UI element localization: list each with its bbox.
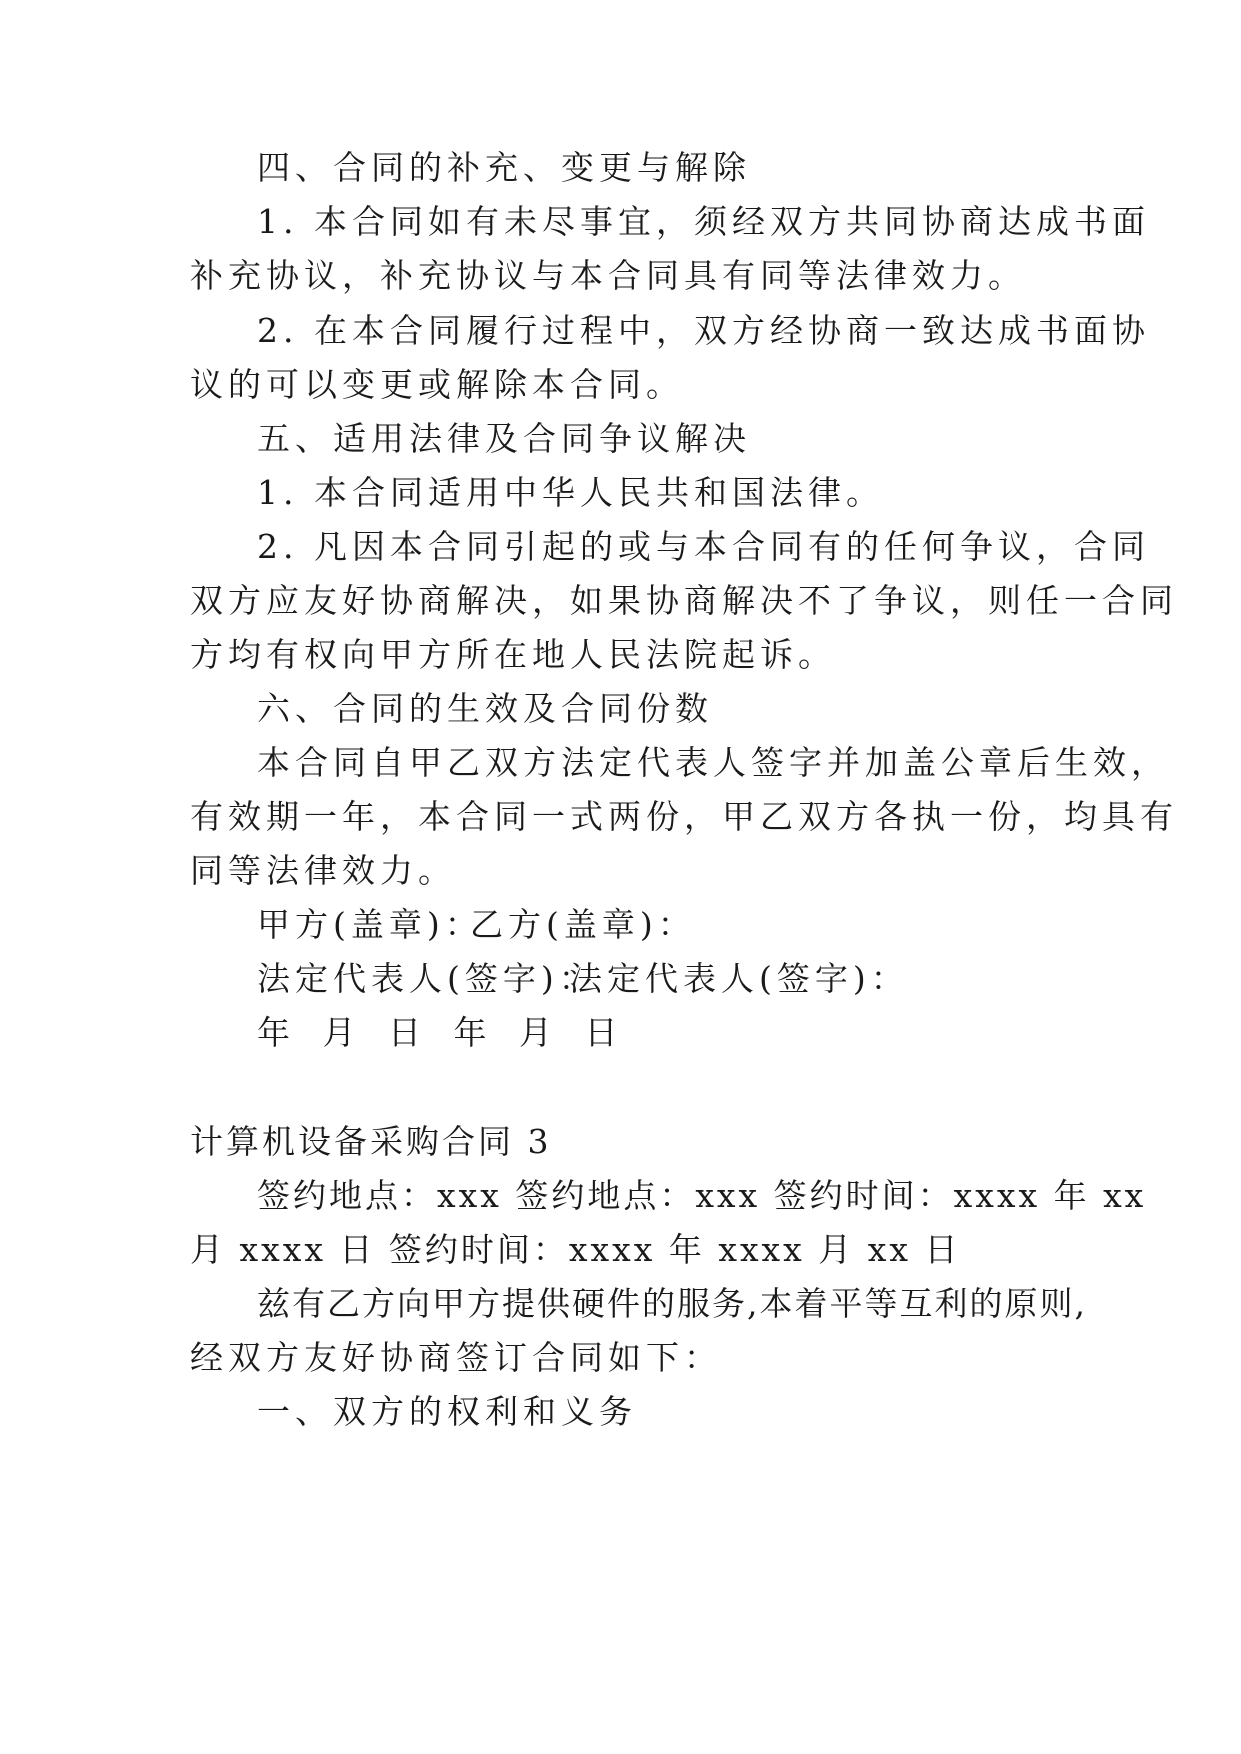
rep-a-sign-label: 法定代表人(签字)：	[257, 959, 597, 998]
date-day-b: 日	[584, 1013, 618, 1052]
date-month-b: 月	[519, 1013, 552, 1052]
date-year-a: 年	[257, 1013, 290, 1052]
contract3-title: 计算机设备采购合同 3	[190, 1122, 552, 1161]
section5-item2-line2: 双方应友好协商解决，如果协商解决不了争议，则任一合同	[190, 581, 1178, 620]
section5-item2-line1: 2. 凡因本合同引起的或与本合同有的任何争议，合同	[257, 527, 1150, 566]
section4-item2-line1: 2. 在本合同履行过程中，双方经协商一致达成书面协	[257, 311, 1150, 350]
section6-para-line1: 本合同自甲乙双方法定代表人签字并加盖公章后生效，	[257, 743, 1169, 782]
contract3-intro-line2: 经双方友好协商签订合同如下：	[190, 1338, 722, 1377]
rep-b-sign-label: 法定代表人(签字)：	[569, 959, 909, 998]
date-year-b: 年	[453, 1013, 487, 1052]
party-b-seal-label: 乙方(盖章)：	[470, 905, 696, 944]
party-a-seal-label: 甲方(盖章)：	[257, 905, 483, 944]
section6-heading: 六、合同的生效及合同份数	[257, 689, 713, 728]
contract3-sign-line2: 月 xxxx 日 签约时间：xxxx 年 xxxx 月 xx 日	[190, 1230, 961, 1269]
date-day-a: 日	[388, 1013, 421, 1052]
section4-heading: 四、合同的补充、变更与解除	[257, 148, 751, 187]
signature-date-row	[257, 1013, 640, 1053]
section4-item1-line2: 补充协议，补充协议与本合同具有同等法律效力。	[190, 256, 1026, 295]
section4-item1-line1: 1. 本合同如有未尽事宜，须经双方共同协商达成书面	[257, 202, 1150, 241]
section5-item1: 1. 本合同适用中华人民共和国法律。	[257, 473, 884, 512]
section6-para-line2: 有效期一年，本合同一式两份，甲乙双方各执一份，均具有	[190, 797, 1178, 836]
date-month-a: 月	[322, 1013, 356, 1052]
contract3-sign-line1: 签约地点：xxx 签约地点：xxx 签约时间：xxxx 年 xx	[257, 1176, 1147, 1215]
contract3-intro-line1: 兹有乙方向甲方提供硬件的服务,本着平等互利的原则,	[257, 1284, 1087, 1323]
section5-heading: 五、适用法律及合同争议解决	[257, 419, 751, 458]
section6-para-line3: 同等法律效力。	[190, 851, 456, 890]
contract3-section1-heading: 一、双方的权利和义务	[257, 1392, 637, 1431]
section4-item2-line2: 议的可以变更或解除本合同。	[190, 365, 684, 404]
section5-item2-line3: 方均有权向甲方所在地人民法院起诉。	[190, 635, 836, 674]
